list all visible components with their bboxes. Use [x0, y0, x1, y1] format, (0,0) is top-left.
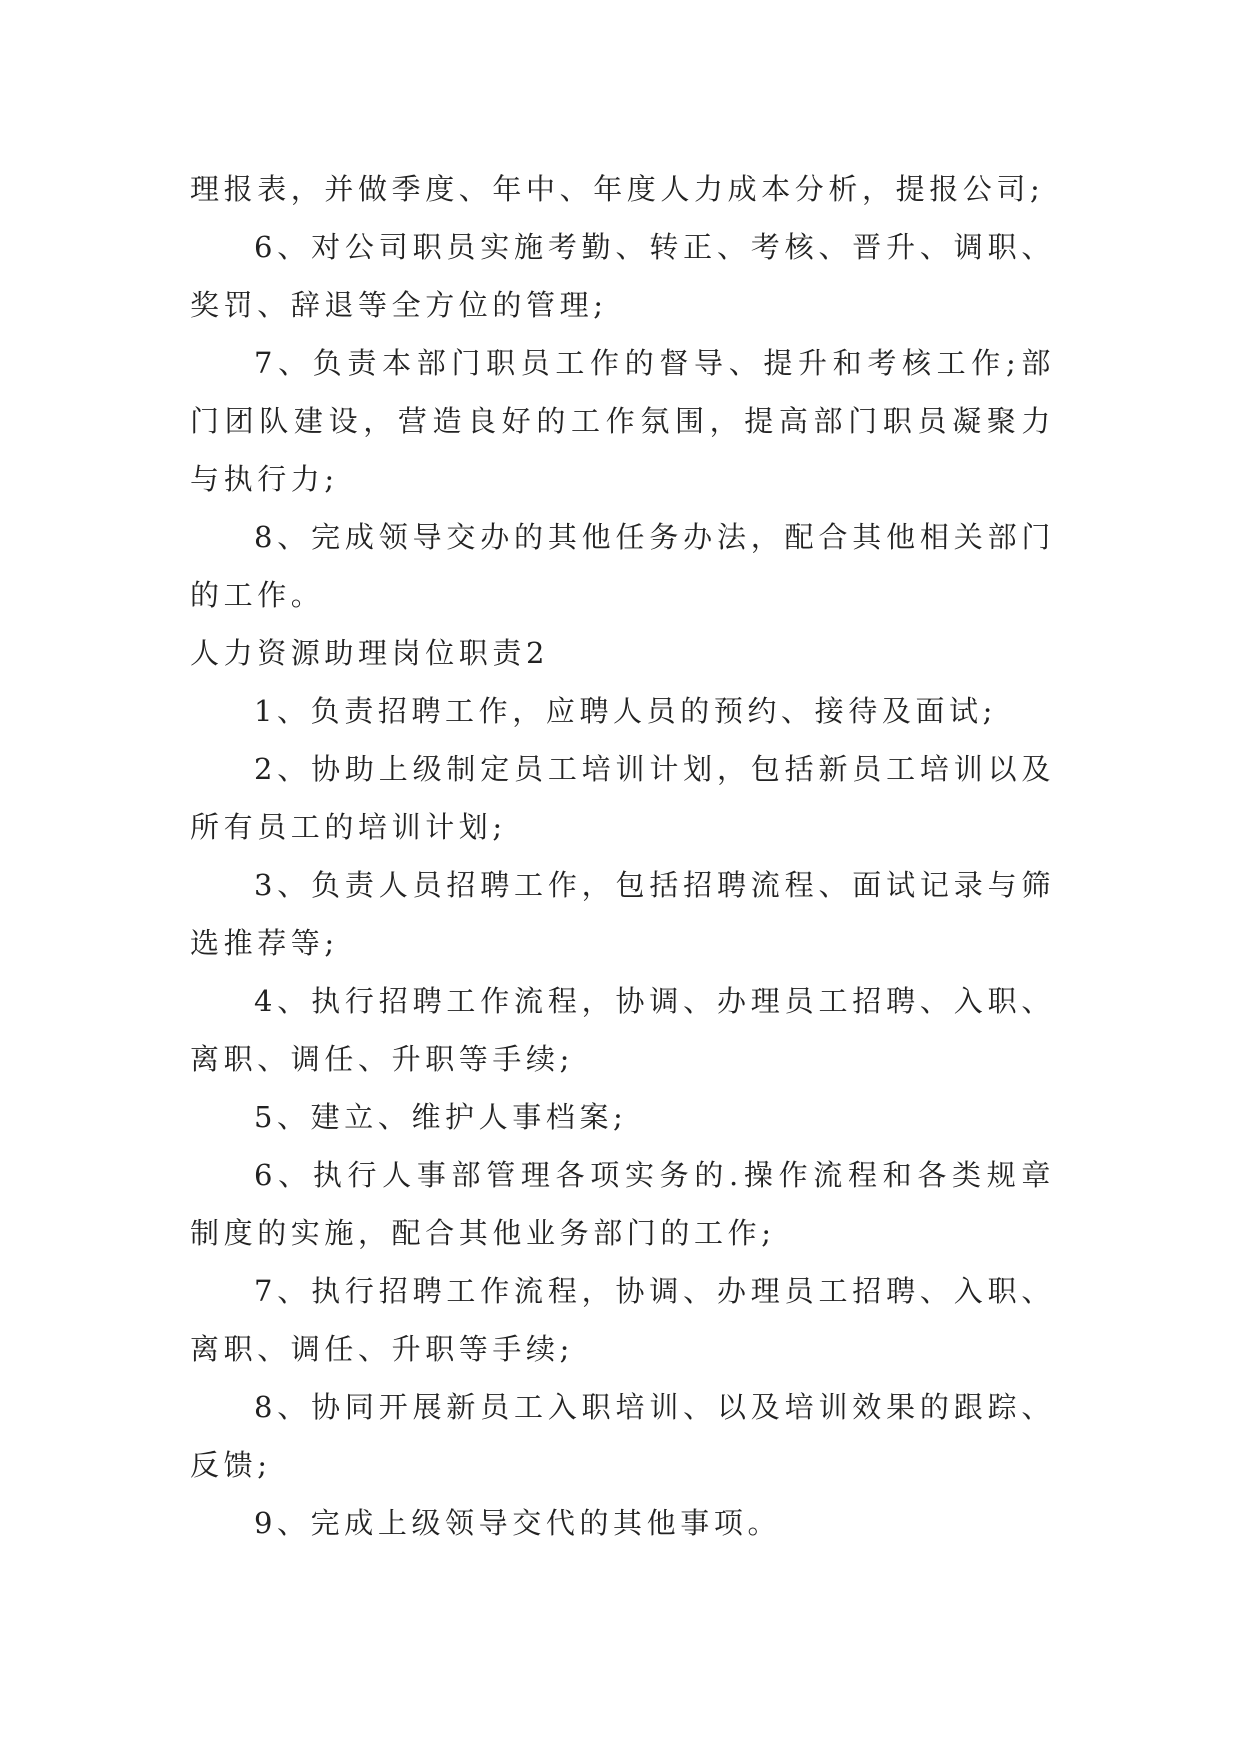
- section2-item-7: 7、执行招聘工作流程，协调、办理员工招聘、入职、离职、调任、升职等手续;: [190, 1274, 1055, 1366]
- section1-item-7: 7、负责本部门职员工作的督导、提升和考核工作;部门团队建设，营造良好的工作氛围，提高部门职员凝聚力与执行力;: [190, 346, 1055, 496]
- section2-item-5: 5、建立、维护人事档案;: [254, 1100, 628, 1134]
- section2-item-4: 4、执行招聘工作流程，协调、办理员工招聘、入职、离职、调任、升职等手续;: [190, 984, 1055, 1076]
- document-body: [190, 160, 1055, 1552]
- section2-item-6: 6、执行人事部管理各项实务的.操作流程和各类规章制度的实施，配合其他业务部门的工作;: [190, 1158, 1055, 1250]
- section2-title: 人力资源助理岗位职责2: [190, 636, 550, 670]
- section2-item-1: 1、负责招聘工作，应聘人员的预约、接待及面试;: [254, 694, 998, 728]
- section2-item-3: 3、负责人员招聘工作，包括招聘流程、面试记录与筛选推荐等;: [190, 868, 1055, 960]
- section2-item-2: 2、协助上级制定员工培训计划，包括新员工培训以及所有员工的培训计划;: [190, 752, 1055, 844]
- section1-item-6: 6、对公司职员实施考勤、转正、考核、晋升、调职、奖罚、辞退等全方位的管理;: [190, 230, 1055, 322]
- section1-item-8: 8、完成领导交办的其他任务办法，配合其他相关部门的工作。: [190, 520, 1055, 612]
- section2-item-8: 8、协同开展新员工入职培训、以及培训效果的跟踪、反馈;: [190, 1390, 1055, 1482]
- lead-paragraph: 理报表，并做季度、年中、年度人力成本分析，提报公司;: [190, 172, 1045, 206]
- section2-item-9: 9、完成上级领导交代的其他事项。: [254, 1506, 782, 1540]
